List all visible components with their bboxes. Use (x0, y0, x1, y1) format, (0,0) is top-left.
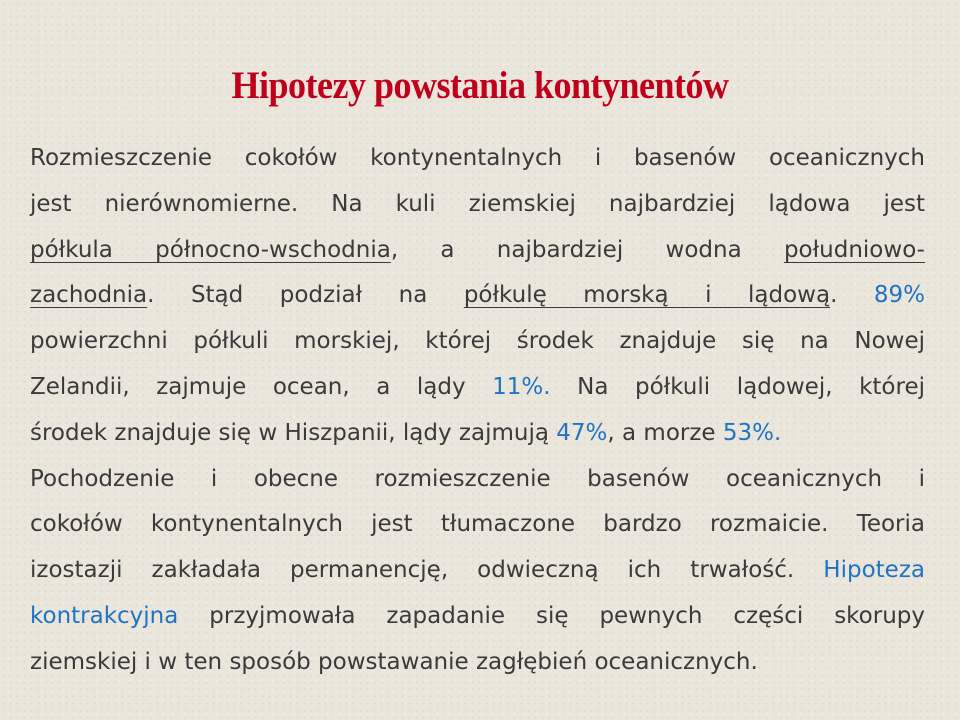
text-fragment: . (830, 282, 874, 309)
text-line-1-content: Rozmieszczenie cokołów kontynentalnych i basenów oceanicznych (30, 145, 925, 171)
text-fragment: przyjmowała zapadanie się pewnych części skorupy (178, 602, 925, 629)
highlight-89-percent: 89% (873, 282, 926, 309)
text-fragment: izostazji zakładała permanencję, odwieczną ich trwałość. (30, 557, 824, 584)
highlight-kontrakcyjna: kontrakcyjna (30, 602, 179, 629)
underlined-term-southwest-end: zachodnia (30, 282, 148, 309)
text-line-7 (30, 411, 925, 457)
text-line-1 (30, 136, 925, 182)
text-fragment: Zelandii, zajmuje ocean, a lądy (30, 373, 493, 400)
text-line-9-content: cokołów kontynentalnych jest tłumaczone bardzo rozmaicie. Teoria (30, 511, 925, 538)
text-line-12 (30, 640, 925, 686)
text-fragment: środek znajduje się w Hiszpanii, lądy zajmują (30, 419, 557, 446)
text-line-8-content: Pochodzenie i obecne rozmieszczenie basenów oceanicznych i (30, 465, 925, 492)
text-line-10 (30, 548, 925, 594)
text-line-5-content: powierzchni półkuli morskiej, której środek znajduje się na Nowej (30, 328, 925, 355)
text-fragment: , a najbardziej wodna (390, 236, 784, 263)
text-line-6-content (30, 365, 925, 411)
text-line-11-content (30, 594, 925, 640)
text-fragment: . Stąd podział na (147, 282, 464, 309)
text-line-8 (30, 457, 925, 503)
text-line-9 (30, 502, 925, 548)
underlined-term-hemispheres: półkulę morską i lądową (463, 282, 831, 309)
highlight-53-percent: 53%. (722, 419, 782, 446)
slide-body-text (30, 136, 925, 686)
text-fragment: , a morze (607, 419, 723, 446)
text-line-10-content (30, 548, 925, 594)
text-line-7-content (30, 411, 925, 457)
text-line-4 (30, 273, 925, 319)
underlined-term-northeast: półkula północno-wschodnia (30, 236, 391, 263)
text-line-3 (30, 228, 925, 274)
text-line-3-content (30, 228, 925, 274)
text-line-6 (30, 365, 925, 411)
text-line-2-content: jest nierównomierne. Na kuli ziemskiej najbardziej lądowa jest (30, 190, 925, 217)
text-line-12-content: ziemskiej i w ten sposób powstawanie zagłębień oceanicznych. (30, 648, 758, 675)
highlight-hipoteza: Hipoteza (823, 557, 925, 584)
slide-title: Hipotezy powstania kontynentów (231, 63, 729, 107)
text-line-11 (30, 594, 925, 640)
text-line-5 (30, 319, 925, 365)
text-fragment: Na półkuli lądowej, której (550, 373, 925, 400)
highlight-47-percent: 47% (556, 419, 608, 446)
text-line-2 (30, 182, 925, 228)
underlined-term-southwest-start: południowo- (783, 236, 925, 263)
highlight-11-percent: 11%. (492, 373, 551, 400)
text-line-4-content (30, 273, 925, 319)
